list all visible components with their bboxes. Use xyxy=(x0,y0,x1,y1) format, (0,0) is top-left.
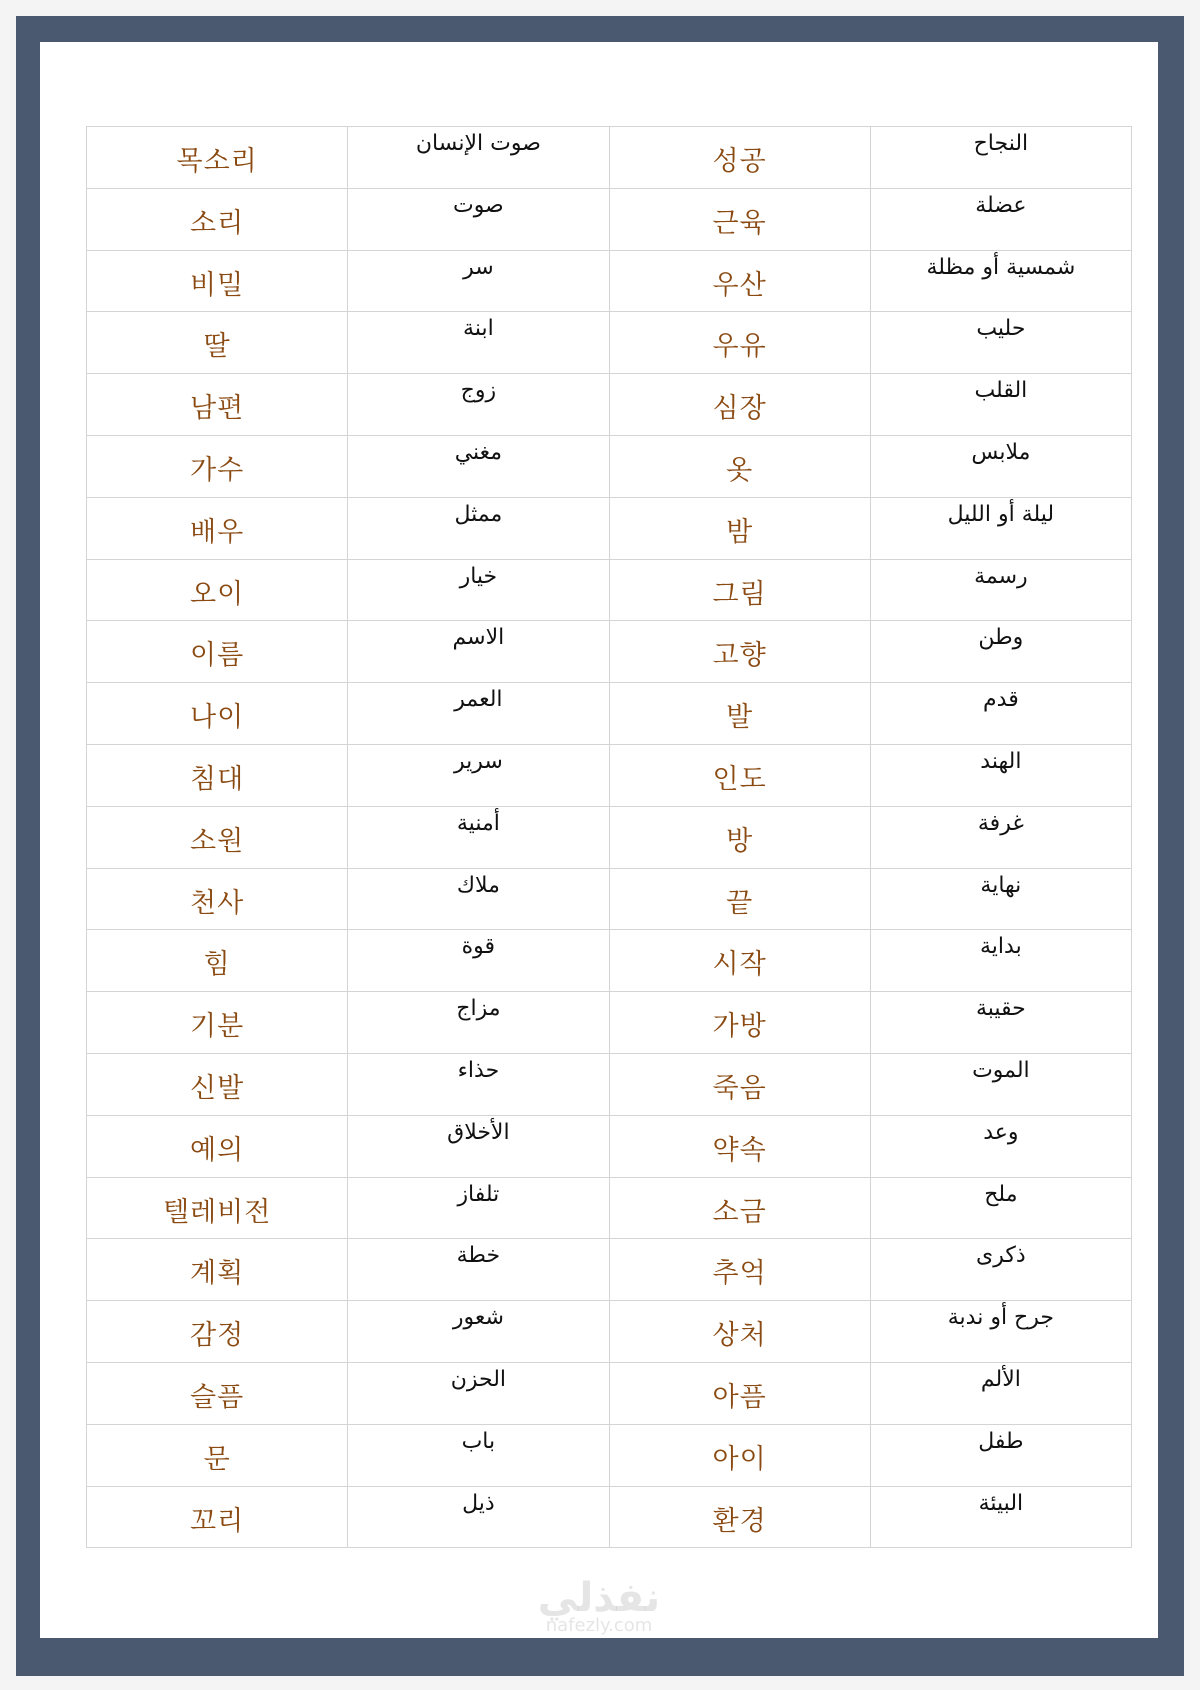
arabic-meaning: تلفاز xyxy=(457,1181,500,1207)
vocabulary-table-body xyxy=(87,127,1132,1548)
table-cell xyxy=(870,992,1131,1054)
table-cell xyxy=(348,1424,609,1486)
watermark-url: nafezly.com xyxy=(545,1615,653,1636)
arabic-meaning: العمر xyxy=(454,687,503,713)
table-cell xyxy=(609,312,870,374)
table-cell xyxy=(348,374,609,436)
table-cell xyxy=(348,127,609,189)
table-cell xyxy=(87,188,348,250)
korean-word: 아이 xyxy=(712,1443,767,1475)
arabic-meaning: صوت الإنسان xyxy=(415,131,541,156)
korean-word: 가방 xyxy=(712,1011,767,1043)
korean-word: 옷 xyxy=(726,454,754,486)
arabic-meaning: الألم xyxy=(980,1366,1021,1392)
table-cell xyxy=(87,250,348,312)
korean-word: 환경 xyxy=(712,1505,767,1537)
table-cell xyxy=(348,1301,609,1363)
table-cell xyxy=(870,127,1131,189)
table-cell xyxy=(348,1053,609,1115)
table-cell xyxy=(348,868,609,930)
table-row xyxy=(87,435,1132,497)
table-row xyxy=(87,930,1132,992)
table-cell xyxy=(870,374,1131,436)
arabic-meaning: بداية xyxy=(980,934,1022,960)
arabic-meaning: جرح أو ندبة xyxy=(947,1305,1054,1331)
korean-word: 인도 xyxy=(712,763,767,795)
table-cell xyxy=(609,806,870,868)
vocabulary-table xyxy=(86,126,1132,1548)
table-cell xyxy=(348,435,609,497)
table-cell xyxy=(348,992,609,1054)
table-row xyxy=(87,1362,1132,1424)
arabic-meaning: ذكرى xyxy=(976,1243,1026,1269)
table-cell xyxy=(348,250,609,312)
table-cell xyxy=(87,868,348,930)
korean-word: 심장 xyxy=(712,393,767,425)
table-cell xyxy=(609,374,870,436)
korean-word: 천사 xyxy=(190,887,245,919)
table-cell xyxy=(609,992,870,1054)
arabic-meaning: خطة xyxy=(456,1243,501,1269)
table-cell xyxy=(348,744,609,806)
korean-word: 목소리 xyxy=(176,146,258,177)
table-cell xyxy=(609,1301,870,1363)
arabic-meaning: الاسم xyxy=(452,625,505,651)
arabic-meaning: شعور xyxy=(452,1305,504,1331)
table-cell xyxy=(870,930,1131,992)
table-cell xyxy=(870,188,1131,250)
table-cell xyxy=(609,1362,870,1424)
arabic-meaning: شمسية أو مظلة xyxy=(926,254,1076,280)
table-cell xyxy=(87,1301,348,1363)
korean-word: 성공 xyxy=(712,146,767,177)
watermark-logo-text: نفذلي xyxy=(537,1575,661,1621)
arabic-meaning: حقيبة xyxy=(975,996,1026,1022)
table-row xyxy=(87,250,1132,312)
table-row xyxy=(87,312,1132,374)
table-cell xyxy=(609,127,870,189)
table-row xyxy=(87,868,1132,930)
table-row xyxy=(87,374,1132,436)
arabic-meaning: ذيل xyxy=(462,1490,495,1516)
table-cell xyxy=(870,1362,1131,1424)
korean-word: 침대 xyxy=(190,763,245,795)
arabic-meaning: ملابس xyxy=(971,439,1031,465)
arabic-meaning: طفل xyxy=(978,1428,1024,1454)
table-cell xyxy=(348,683,609,745)
table-cell xyxy=(348,930,609,992)
arabic-meaning: حليب xyxy=(976,316,1026,342)
table-cell xyxy=(609,1486,870,1548)
table-cell xyxy=(87,1053,348,1115)
table-cell xyxy=(870,559,1131,621)
table-cell xyxy=(609,621,870,683)
table-cell xyxy=(87,1486,348,1548)
table-row xyxy=(87,559,1132,621)
arabic-meaning: باب xyxy=(461,1428,496,1454)
table-row xyxy=(87,1486,1132,1548)
arabic-meaning: ملاك xyxy=(456,872,500,898)
table-cell xyxy=(87,744,348,806)
watermark xyxy=(40,1575,1158,1636)
korean-word: 발 xyxy=(726,702,754,734)
table-cell xyxy=(348,621,609,683)
table-row xyxy=(87,1424,1132,1486)
korean-word: 계획 xyxy=(190,1258,245,1290)
document-page xyxy=(40,42,1158,1638)
korean-word: 밤 xyxy=(726,516,754,548)
arabic-meaning: سرير xyxy=(453,748,503,774)
arabic-meaning: ممثل xyxy=(454,501,503,527)
arabic-meaning: ملح xyxy=(984,1181,1018,1207)
korean-word: 약속 xyxy=(712,1134,767,1166)
arabic-meaning: قوة xyxy=(461,934,496,960)
table-cell xyxy=(87,374,348,436)
arabic-meaning: صوت xyxy=(452,192,504,218)
table-cell xyxy=(870,683,1131,745)
table-cell xyxy=(348,312,609,374)
korean-word: 시작 xyxy=(712,949,767,981)
table-cell xyxy=(348,559,609,621)
document-frame xyxy=(16,16,1184,1676)
korean-word: 근육 xyxy=(712,207,767,239)
table-cell xyxy=(348,1486,609,1548)
korean-word: 남편 xyxy=(190,393,245,425)
table-cell xyxy=(87,1424,348,1486)
table-cell xyxy=(87,127,348,189)
table-row xyxy=(87,806,1132,868)
table-row xyxy=(87,744,1132,806)
table-row xyxy=(87,1115,1132,1177)
korean-word: 나이 xyxy=(190,702,245,734)
arabic-meaning: عضلة xyxy=(975,192,1027,218)
table-cell xyxy=(87,621,348,683)
table-row xyxy=(87,127,1132,189)
korean-word: 아픔 xyxy=(712,1381,767,1413)
korean-word: 추억 xyxy=(712,1258,767,1290)
arabic-meaning: الأخلاق xyxy=(447,1119,510,1145)
table-cell xyxy=(609,497,870,559)
table-cell xyxy=(870,435,1131,497)
table-cell xyxy=(87,1239,348,1301)
korean-word: 텔레비전 xyxy=(162,1196,272,1228)
table-cell xyxy=(609,744,870,806)
table-cell xyxy=(87,1177,348,1239)
table-row xyxy=(87,1177,1132,1239)
arabic-meaning: وعد xyxy=(983,1119,1019,1145)
table-cell xyxy=(870,621,1131,683)
korean-word: 끝 xyxy=(726,887,754,919)
table-cell xyxy=(870,1424,1131,1486)
arabic-meaning: القلب xyxy=(974,378,1028,404)
korean-word: 그림 xyxy=(712,578,767,610)
table-cell xyxy=(870,497,1131,559)
table-cell xyxy=(870,312,1131,374)
table-cell xyxy=(609,250,870,312)
table-row xyxy=(87,683,1132,745)
table-cell xyxy=(348,497,609,559)
table-row xyxy=(87,1053,1132,1115)
table-cell xyxy=(609,868,870,930)
table-cell xyxy=(870,1239,1131,1301)
table-cell xyxy=(870,250,1131,312)
table-cell xyxy=(609,435,870,497)
table-cell xyxy=(348,1115,609,1177)
arabic-meaning: النجاح xyxy=(973,131,1029,156)
korean-word: 힘 xyxy=(203,949,231,981)
arabic-meaning: ليلة أو الليل xyxy=(947,501,1055,527)
table-cell xyxy=(870,868,1131,930)
korean-word: 꼬리 xyxy=(190,1505,245,1537)
arabic-meaning: حذاء xyxy=(457,1057,500,1083)
table-cell xyxy=(609,1177,870,1239)
arabic-meaning: الهند xyxy=(980,748,1022,774)
korean-word: 고향 xyxy=(712,640,767,672)
arabic-meaning: وطن xyxy=(978,625,1024,651)
korean-word: 소원 xyxy=(190,825,245,857)
table-cell xyxy=(870,1115,1131,1177)
table-row xyxy=(87,1239,1132,1301)
table-row xyxy=(87,497,1132,559)
table-row xyxy=(87,1301,1132,1363)
table-cell xyxy=(870,744,1131,806)
table-cell xyxy=(870,806,1131,868)
arabic-meaning: سر xyxy=(463,254,494,280)
arabic-meaning: زوج xyxy=(460,378,497,404)
table-cell xyxy=(87,1115,348,1177)
table-cell xyxy=(609,1053,870,1115)
table-row xyxy=(87,188,1132,250)
table-cell xyxy=(609,1424,870,1486)
table-cell xyxy=(348,806,609,868)
korean-word: 소금 xyxy=(712,1196,767,1228)
table-cell xyxy=(87,312,348,374)
table-row xyxy=(87,621,1132,683)
arabic-meaning: رسمة xyxy=(974,563,1028,589)
table-cell xyxy=(609,1239,870,1301)
korean-word: 오이 xyxy=(190,578,245,610)
korean-word: 상처 xyxy=(712,1320,767,1352)
korean-word: 이름 xyxy=(190,640,245,672)
arabic-meaning: غرفة xyxy=(977,810,1024,836)
korean-word: 배우 xyxy=(190,516,245,548)
korean-word: 비밀 xyxy=(190,269,245,301)
table-cell xyxy=(87,683,348,745)
arabic-meaning: مغني xyxy=(454,439,503,465)
korean-word: 우산 xyxy=(712,269,767,301)
table-cell xyxy=(348,1362,609,1424)
table-cell xyxy=(87,559,348,621)
table-row xyxy=(87,992,1132,1054)
korean-word: 죽음 xyxy=(712,1072,767,1104)
table-cell xyxy=(87,806,348,868)
korean-word: 방 xyxy=(726,825,754,857)
korean-word: 문 xyxy=(203,1443,231,1475)
korean-word: 신발 xyxy=(190,1072,245,1104)
korean-word: 기분 xyxy=(190,1011,245,1043)
table-cell xyxy=(609,1115,870,1177)
arabic-meaning: البيئة xyxy=(978,1490,1024,1516)
arabic-meaning: قدم xyxy=(983,687,1019,713)
arabic-meaning: الحزن xyxy=(450,1366,507,1392)
korean-word: 소리 xyxy=(190,207,245,239)
korean-word: 딸 xyxy=(203,331,231,363)
table-cell xyxy=(609,930,870,992)
korean-word: 우유 xyxy=(712,331,767,363)
arabic-meaning: خيار xyxy=(459,563,498,589)
arabic-meaning: ابنة xyxy=(463,316,494,342)
table-cell xyxy=(87,1362,348,1424)
table-cell xyxy=(609,683,870,745)
table-cell xyxy=(609,559,870,621)
table-cell xyxy=(870,1053,1131,1115)
korean-word: 가수 xyxy=(190,454,245,486)
table-cell xyxy=(870,1301,1131,1363)
table-cell xyxy=(87,930,348,992)
table-cell xyxy=(87,497,348,559)
table-cell xyxy=(348,188,609,250)
table-cell xyxy=(87,992,348,1054)
korean-word: 예의 xyxy=(190,1134,245,1166)
table-cell xyxy=(870,1177,1131,1239)
table-cell xyxy=(348,1177,609,1239)
arabic-meaning: مزاج xyxy=(456,996,501,1022)
table-cell xyxy=(870,1486,1131,1548)
arabic-meaning: الموت xyxy=(972,1057,1030,1083)
korean-word: 슬픔 xyxy=(190,1381,245,1413)
table-cell xyxy=(87,435,348,497)
korean-word: 감정 xyxy=(190,1320,245,1352)
arabic-meaning: أمنية xyxy=(456,810,500,836)
table-cell xyxy=(348,1239,609,1301)
table-cell xyxy=(609,188,870,250)
arabic-meaning: نهاية xyxy=(980,872,1022,898)
